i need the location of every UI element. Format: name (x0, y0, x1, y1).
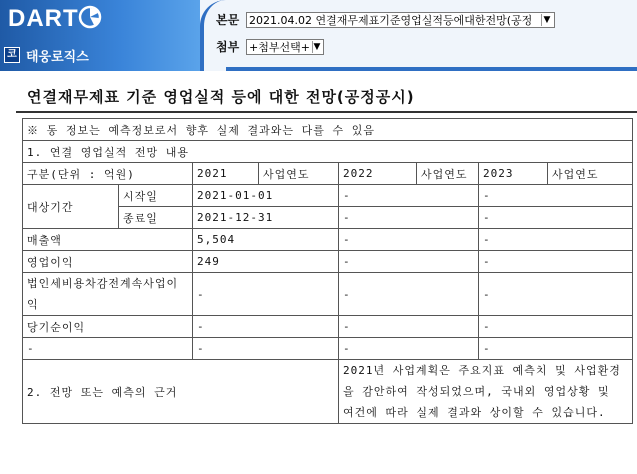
year-2023: 2023 (479, 163, 548, 185)
chevron-down-icon[interactable]: ▼ (313, 41, 321, 52)
main-doc-select[interactable] (246, 12, 555, 28)
dart-logo-icon (78, 5, 102, 29)
value-cell: - (479, 273, 633, 316)
value-cell: - (193, 338, 339, 360)
table-row (23, 163, 633, 185)
value-cell: 2021-01-01 (193, 185, 339, 207)
document-title: 연결재무제표 기준 영업실적 등에 대한 전망(공정공시) (27, 88, 415, 106)
table-row (23, 360, 633, 424)
attach-label: 첨부 (216, 40, 240, 54)
table-row (23, 229, 633, 251)
title-divider (16, 111, 637, 113)
value-cell: - (339, 229, 479, 251)
dart-logo-text[interactable]: DART (8, 5, 79, 32)
table-row (23, 338, 633, 360)
row-label: 매출액 (23, 229, 193, 251)
value-cell: - (339, 338, 479, 360)
col-header: 구분(단위 : 억원) (23, 163, 193, 185)
value-cell: - (339, 316, 479, 338)
brand-panel (0, 0, 200, 71)
value-cell: 249 (193, 251, 339, 273)
year-tag: 사업연도 (548, 163, 633, 185)
value-cell: - (479, 229, 633, 251)
start-label: 시작일 (119, 185, 193, 207)
period-label: 대상기간 (23, 185, 119, 229)
kosdaq-badge: 코 (4, 47, 20, 63)
table-row (23, 141, 633, 163)
table-row (23, 251, 633, 273)
top-header (0, 0, 637, 71)
attach-select[interactable] (246, 39, 324, 55)
main-doc-label: 본문 (216, 13, 240, 27)
year-tag: 사업연도 (417, 163, 479, 185)
table-row (23, 273, 633, 316)
value-cell: - (479, 207, 633, 229)
document-selector-panel (200, 0, 637, 71)
value-cell: - (339, 185, 479, 207)
attach-value: +첨부선택+ (249, 40, 310, 54)
year-2021: 2021 (193, 163, 259, 185)
forecast-table (22, 118, 633, 424)
main-doc-row (216, 11, 555, 28)
value-cell: 5,504 (193, 229, 339, 251)
main-doc-value: 2021.04.02 연결재무제표기준영업실적등에대한전망(공정 (249, 13, 533, 27)
value-cell: - (479, 316, 633, 338)
basis-text: 2021년 사업계획은 주요지표 예측치 및 사업환경을 감안하여 작성되었으며, 국내외 영업상황 및 여건에 따라 실제 결과와 상이할 수 있습니다. (339, 360, 633, 424)
value-cell: - (479, 338, 633, 360)
row-label: 영업이익 (23, 251, 193, 273)
row-label: 법인세비용차감전계속사업이익 (23, 273, 193, 316)
value-cell: 2021-12-31 (193, 207, 339, 229)
section2-heading: 2. 전망 또는 예측의 근거 (23, 360, 339, 424)
value-cell: - (339, 273, 479, 316)
end-label: 종료일 (119, 207, 193, 229)
table-row (23, 316, 633, 338)
year-2022: 2022 (339, 163, 417, 185)
value-cell: - (339, 207, 479, 229)
value-cell: - (339, 251, 479, 273)
value-cell: - (479, 251, 633, 273)
notice-cell: ※ 동 정보는 예측정보로서 향후 실제 결과와는 다를 수 있음 (23, 119, 633, 141)
value-cell: - (193, 273, 339, 316)
table-row (23, 185, 633, 207)
value-cell: - (193, 316, 339, 338)
section1-heading: 1. 연결 영업실적 전망 내용 (23, 141, 633, 163)
chevron-down-icon[interactable]: ▼ (541, 14, 552, 26)
row-label: - (23, 338, 193, 360)
company-name: 태웅로직스 (26, 49, 89, 65)
company-row (0, 42, 89, 68)
year-tag: 사업연도 (259, 163, 339, 185)
value-cell: - (479, 185, 633, 207)
attach-row (216, 38, 324, 55)
row-label: 당기순이익 (23, 316, 193, 338)
table-row (23, 119, 633, 141)
